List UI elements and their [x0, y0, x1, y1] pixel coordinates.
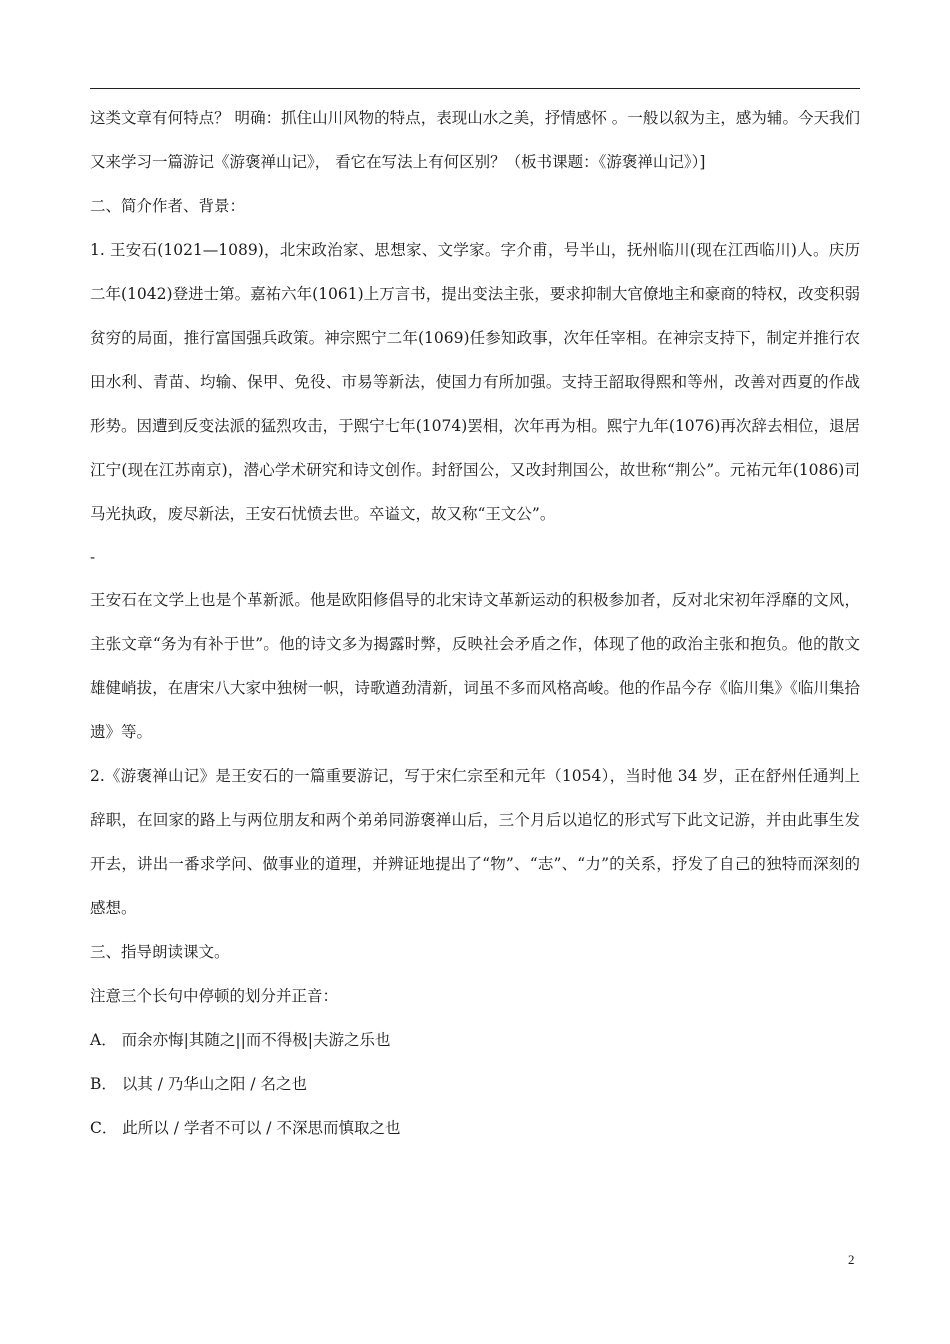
- page-number: 2: [848, 1252, 855, 1267]
- header-rule: [90, 88, 860, 89]
- paragraph-background: 2.《游褒禅山记》是王安石的一篇重要游记，写于宋仁宗至和元年（1054），当时他 34 岁，正在舒州任通判上辞职，在回家的路上与两位朋友和两个弟弟同游褒禅山后，三个月后以追忆的形式写下此文记游，并由此事生发开去，讲出一番求学问、做事业的道理，并辨证地提出了“物”、“志”、“力”的关系，抒发了自己的独特而深刻的感想。: [90, 767, 860, 917]
- section-heading-author: 二、简介作者、背景：: [90, 197, 246, 215]
- paragraph-intro: 这类文章有何特点？ 明确：抓住山川风物的特点，表现山水之美，抒情感怀 。一般以叙为主，感为辅。今天我们又来学习一篇游记《游褒禅山记》， 看它在写法上有何区别？（板书课题：《游褒禅山记》）]: [90, 109, 860, 171]
- document-body: [90, 96, 860, 1150]
- paragraph-reading-note: 注意三个长句中停顿的划分并正音：: [90, 987, 339, 1005]
- list-item-b: B． 以其 / 乃华山之阳 / 名之也: [90, 1075, 307, 1093]
- paragraph-literary: 王安石在文学上也是个革新派。他是欧阳修倡导的北宋诗文革新运动的积极参加者，反对北宋初年浮靡的文风，主张文章“务为有补于世”。他的诗文多为揭露时弊，反映社会矛盾之作，体现了他的政治主张和抱负。他的散文雄健峭拔，在唐宋八大家中独树一帜，诗歌遒劲清新，词虽不多而风格高峻。他的作品今存《临川集》《临川集拾遗》等。: [90, 591, 860, 741]
- separator-dash: -: [90, 548, 96, 566]
- section-heading-reading: 三、指导朗读课文。: [90, 943, 230, 961]
- list-item-a: A． 而余亦悔|其随之||而不得极|夫游之乐也: [90, 1031, 391, 1049]
- paragraph-author-bio: 1. 王安石(1021—1089)，北宋政治家、思想家、文学家。字介甫，号半山，抚州临川(现在江西临川)人。庆历二年(1042)登进士第。嘉祐六年(1061)上万言书，提出变法主张，要求抑制大官僚地主和豪商的特权，改变积弱贫穷的局面，推行富国强兵政策。神宗熙宁二年(1069)任参知政事，次年任宰相。在神宗支持下，制定并推行农田水利、青苗、均输、保甲、免役、市易等新法，使国力有所加强。支持王韶取得熙和等州，改善对西夏的作战形势。因遭到反变法派的猛烈攻击，于熙宁七年(1074)罢相，次年再为相。熙宁九年(1076)再次辞去相位，退居江宁(现在江苏南京)，潜心学术研究和诗文创作。封舒国公，又改封荆国公，故世称“荆公”。元祐元年(1086)司马光执政，废尽新法，王安石忧愤去世。卒谥文，故又称“王文公”。: [90, 241, 860, 523]
- list-item-c: C． 此所以 / 学者不可以 / 不深思而慎取之也: [90, 1119, 401, 1137]
